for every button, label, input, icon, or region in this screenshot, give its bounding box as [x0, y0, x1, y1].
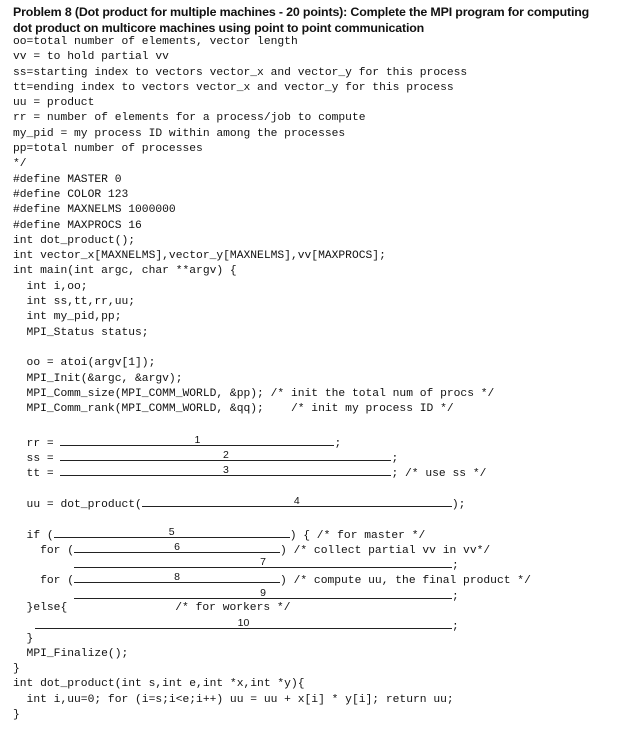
local-line: int i,oo; — [13, 280, 88, 293]
for-compute-line — [13, 570, 623, 588]
blank-number: 10 — [237, 617, 250, 630]
define-line: #define COLOR 123 — [13, 188, 129, 201]
title-line-2: dot product on multicore machines using point to point communication — [13, 20, 425, 35]
ss-label: ss = — [13, 453, 61, 466]
define-line: #define MAXPROCS 16 — [13, 219, 142, 232]
tt-line — [13, 463, 623, 481]
dot-func-line: int i,uu=0; for (i=s;i<e;i++) uu = uu + x[i] * y[i]; return uu; — [13, 693, 454, 706]
semicolon: ; — [452, 621, 459, 634]
blank-number: 6 — [174, 540, 180, 553]
blank-5[interactable] — [54, 525, 290, 538]
uu-call: uu = dot_product( — [13, 498, 142, 511]
blank-3[interactable] — [60, 463, 391, 476]
blank-1[interactable] — [60, 433, 334, 446]
decl-line: int main(int argc, char **argv) { — [13, 265, 237, 278]
decl-line: int vector_x[MAXNELMS],vector_y[MAXNELMS],vv[MAXPROCS]; — [13, 250, 386, 263]
semicolon: ; — [452, 560, 459, 573]
comment-line: uu = product — [13, 97, 95, 110]
init-line: oo = atoi(argv[1]); — [13, 357, 156, 370]
else-keyword: }else{ — [13, 601, 68, 614]
tt-comment: ; /* use ss */ — [391, 468, 487, 481]
semicolon: ; — [334, 437, 342, 450]
blank-line — [13, 417, 623, 432]
decl-line: int dot_product(); — [13, 234, 136, 247]
comment-line: pp=total number of processes — [13, 143, 203, 156]
blank-number: 8 — [174, 571, 180, 584]
blank-line — [13, 509, 623, 524]
blank-2[interactable] — [60, 448, 391, 461]
title-line-1: Problem 8 (Dot product for multiple machines - 20 points): Complete the MPI program for computing — [13, 5, 590, 19]
rr-line — [13, 433, 623, 448]
comment-line: tt=ending index to vectors vector_x and vector_y for this process — [13, 81, 454, 94]
uu-close: ); — [451, 498, 466, 511]
semicolon: ; — [391, 453, 399, 466]
comment-line: rr = number of elements for a process/job to compute — [13, 112, 366, 125]
blank-line — [13, 479, 623, 494]
define-line: #define MASTER 0 — [13, 173, 122, 186]
local-line: MPI_Status status; — [13, 326, 149, 339]
blank-10-line — [13, 616, 623, 634]
dot-func-line: } — [13, 709, 20, 722]
if-line — [13, 525, 623, 540]
for-comment: ) /* compute uu, the final product */ — [280, 575, 531, 588]
comment-line: ss=starting index to vectors vector_x and vector_y for this process — [13, 66, 468, 79]
close-brace-line: } — [13, 632, 34, 645]
blank-number: 1 — [194, 433, 201, 446]
local-line: int my_pid,pp; — [13, 311, 122, 324]
comment-end: */ — [13, 158, 27, 171]
blank-number: 4 — [293, 494, 300, 507]
init-line: MPI_Comm_rank(MPI_COMM_WORLD, &qq); /* init my process ID */ — [13, 403, 454, 416]
blank-9[interactable] — [74, 586, 452, 599]
else-comment: /* for workers */ — [175, 601, 291, 614]
if-comment: ) { /* for master */ — [289, 529, 426, 542]
main-close-line: } — [13, 663, 20, 676]
if-keyword: if ( — [13, 529, 54, 542]
else-line — [13, 601, 623, 616]
define-line: #define MAXNELMS 1000000 — [13, 204, 176, 217]
blank-9-line — [13, 586, 623, 601]
tt-label: tt = — [13, 468, 61, 481]
local-line: int ss,tt,rr,uu; — [13, 296, 136, 309]
blank-number: 3 — [223, 464, 229, 477]
code-listing — [13, 35, 623, 723]
uu-line — [13, 494, 623, 509]
blank-number: 2 — [223, 449, 229, 462]
comment-line: my_pid = my process ID within among the processes — [13, 127, 346, 140]
dot-func-line: int dot_product(int s,int e,int *x,int *y){ — [13, 678, 305, 691]
blank-number: 9 — [260, 586, 266, 599]
comment-line: oo=total number of elements, vector length — [13, 36, 298, 48]
blank-10[interactable] — [35, 616, 452, 629]
finalize-line: MPI_Finalize(); — [13, 647, 129, 660]
rr-label: rr = — [13, 437, 61, 450]
for-comment: ) /* collect partial vv in vv*/ — [280, 544, 491, 557]
blank-7[interactable] — [74, 555, 452, 568]
blank-line — [13, 341, 623, 356]
ss-line — [13, 448, 623, 466]
blank-6[interactable] — [74, 540, 280, 553]
semicolon: ; — [452, 590, 459, 603]
problem-title — [13, 5, 619, 36]
blank-number: 5 — [168, 525, 175, 538]
blank-number: 7 — [260, 556, 266, 569]
for-collect-line — [13, 540, 623, 555]
for-keyword: for ( — [13, 575, 75, 588]
blank-8[interactable] — [74, 570, 280, 583]
blank-4[interactable] — [142, 494, 452, 507]
blank-7-line — [13, 555, 623, 573]
init-line: MPI_Init(&argc, &argv); — [13, 372, 183, 385]
init-line: MPI_Comm_size(MPI_COMM_WORLD, &pp); /* init the total num of procs */ — [13, 387, 495, 400]
comment-line: vv = to hold partial vv — [13, 51, 169, 64]
for-keyword: for ( — [13, 544, 75, 557]
